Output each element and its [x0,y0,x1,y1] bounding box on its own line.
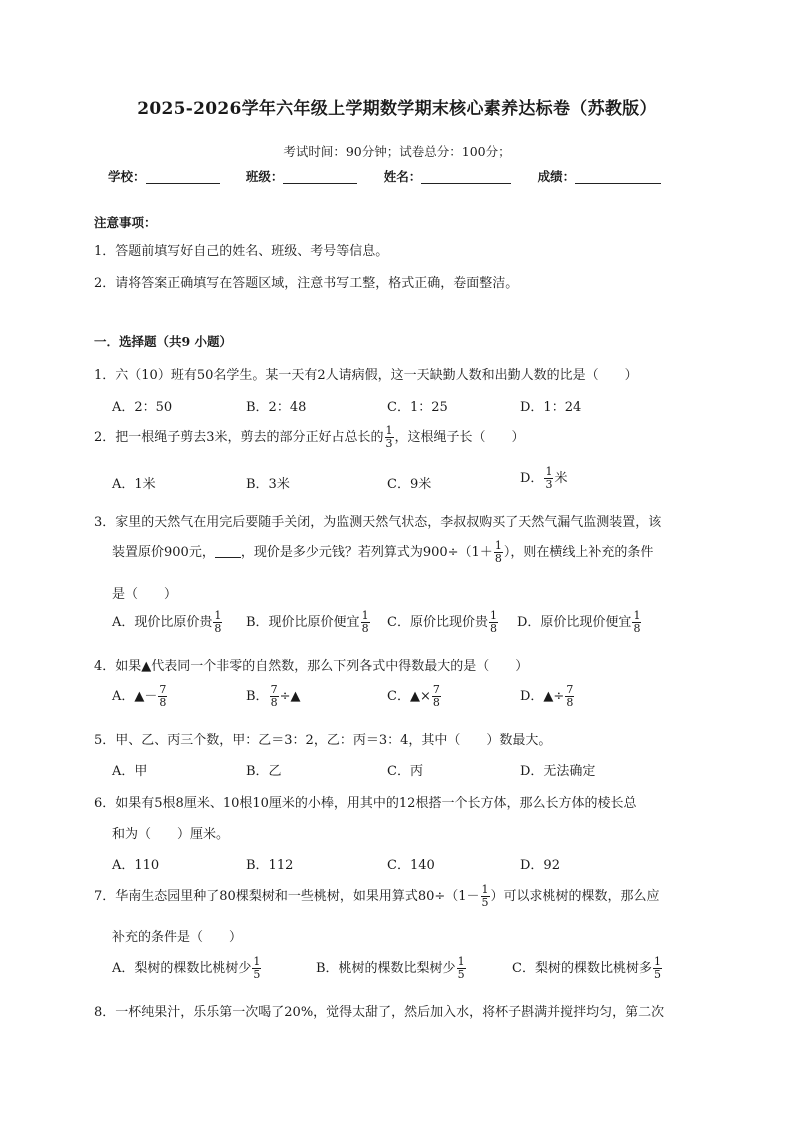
section-heading: 一．选择题（共9 小题） [94,334,233,349]
option-d: D．无法确定 [520,764,596,779]
option-a: A．2：50 [112,400,173,415]
option-d: D．原价比现价便宜 $\frac{1}{8}$ [517,609,641,635]
option-b: B．2：48 [246,400,307,415]
question-2: 2．把一根绳子剪去3米，剪去的部分正好占总长的 $\frac{1}{3}$ ，这根绳子长（ ） [94,424,525,450]
fraction: $\frac{1}{8}$ [494,539,502,565]
question-3-line-1: 3．家里的天然气在用完后要随手关闭，为监测天然气状态，李叔叔购买了天然气漏气监测装置，该 [94,515,662,530]
notes-heading: 注意事项： [94,215,157,230]
option-b: B．112 [246,858,294,873]
option-b: B．桃树的棵数比梨树少 $\frac{1}{5}$ [316,955,465,981]
class-label: 班级： [245,169,284,184]
score-label: 成绩： [537,169,576,184]
question-4: 4．如果▲代表同一个非零的自然数，那么下列各式中得数最大的是（ ） [94,659,529,674]
q7-options [112,956,712,986]
question-7-line-1: 7．华南生态园里种了80棵梨树和一些桃树，如果用算式80÷（1－ $\frac{1}{5}$ ）可以求桃树的棵数，那么应 [94,883,660,909]
school-label: 学校： [108,169,146,184]
q4-options [112,684,712,714]
q5-options [112,760,712,790]
exam-title: 2025-2026学年六年级上学期数学期末核心素养达标卷（苏教版） [137,99,657,119]
q3-options [112,610,712,640]
question-8-line-1: 8．一杯纯果汁，乐乐第一次喝了20%，觉得太甜了，然后加入水，将杯子斟满并搅拌均匀，第二次 [94,1005,665,1020]
q6-options [112,854,712,884]
option-c: C．梨树的棵数比桃树多 $\frac{1}{5}$ [512,955,661,981]
q2-options [112,466,712,496]
exam-info: 考试时间：90分钟；试卷总分：100分； [283,144,511,159]
class-blank [283,170,357,184]
question-5: 5．甲、乙、丙三个数，甲：乙＝3：2，乙：丙＝3：4，其中（ ）数最大。 [94,733,552,748]
fraction: $\frac{1}{3}$ [385,424,393,450]
option-b: B．现价比原价便宜 $\frac{1}{8}$ [246,609,369,635]
name-blank [421,170,511,184]
question-1: 1．六（10）班有50名学生。某一天有2人请病假，这一天缺勤人数和出勤人数的比是（ ） [94,368,638,383]
option-b: B．乙 [246,764,282,779]
question-3-line-3: 是（ ） [112,587,178,602]
option-a: A．1米 [112,477,156,492]
name-label: 姓名： [383,169,422,184]
option-c: C．▲× $\frac{7}{8}$ [387,683,440,709]
option-c: C．9米 [387,477,432,492]
student-fields [108,167,683,185]
q1-options [112,396,712,426]
option-d: D． $\frac{1}{3}$ 米 [520,465,568,491]
option-a: A．现价比原价贵 $\frac{1}{8}$ [112,609,222,635]
option-c: C．140 [387,858,435,873]
school-blank [146,170,220,184]
question-6-line-2: 和为（ ）厘米。 [112,827,230,842]
question-3-line-2: 装置原价900元， ，现价是多少元钱？若列算式为900÷（1＋ $\frac{1}{8}$ ），则在横线上补充的条件 [112,539,654,565]
option-a: A．梨树的棵数比桃树少 $\frac{1}{5}$ [112,955,261,981]
fraction: $\frac{1}{3}$ [545,465,553,491]
fraction: $\frac{1}{5}$ [481,883,489,909]
option-b: B．3米 [246,477,290,492]
option-a: A．▲－ $\frac{7}{8}$ [112,683,167,709]
note-item: 2．请将答案正确填写在答题区域，注意书写工整，格式正确，卷面整洁。 [94,276,519,291]
option-a: A．甲 [112,764,148,779]
question-7-line-2: 补充的条件是（ ） [112,930,243,945]
option-d: D．92 [520,858,560,873]
option-c: C．1：25 [387,400,448,415]
option-c: C．丙 [387,764,423,779]
option-d: D．▲÷ $\frac{7}{8}$ [520,683,574,709]
option-c: C．原价比现价贵 $\frac{1}{8}$ [387,609,497,635]
question-6-line-1: 6．如果有5根8厘米、10根10厘米的小棒，用其中的12根搭一个长方体，那么长方体的棱长总 [94,796,637,811]
note-item: 1．答题前填写好自己的姓名、班级、考号等信息。 [94,244,389,259]
score-blank [575,170,661,184]
option-a: A．110 [112,858,160,873]
option-d: D．1：24 [520,400,582,415]
option-b: B． $\frac{7}{8}$ ÷▲ [246,683,301,709]
answer-blank [215,545,241,558]
